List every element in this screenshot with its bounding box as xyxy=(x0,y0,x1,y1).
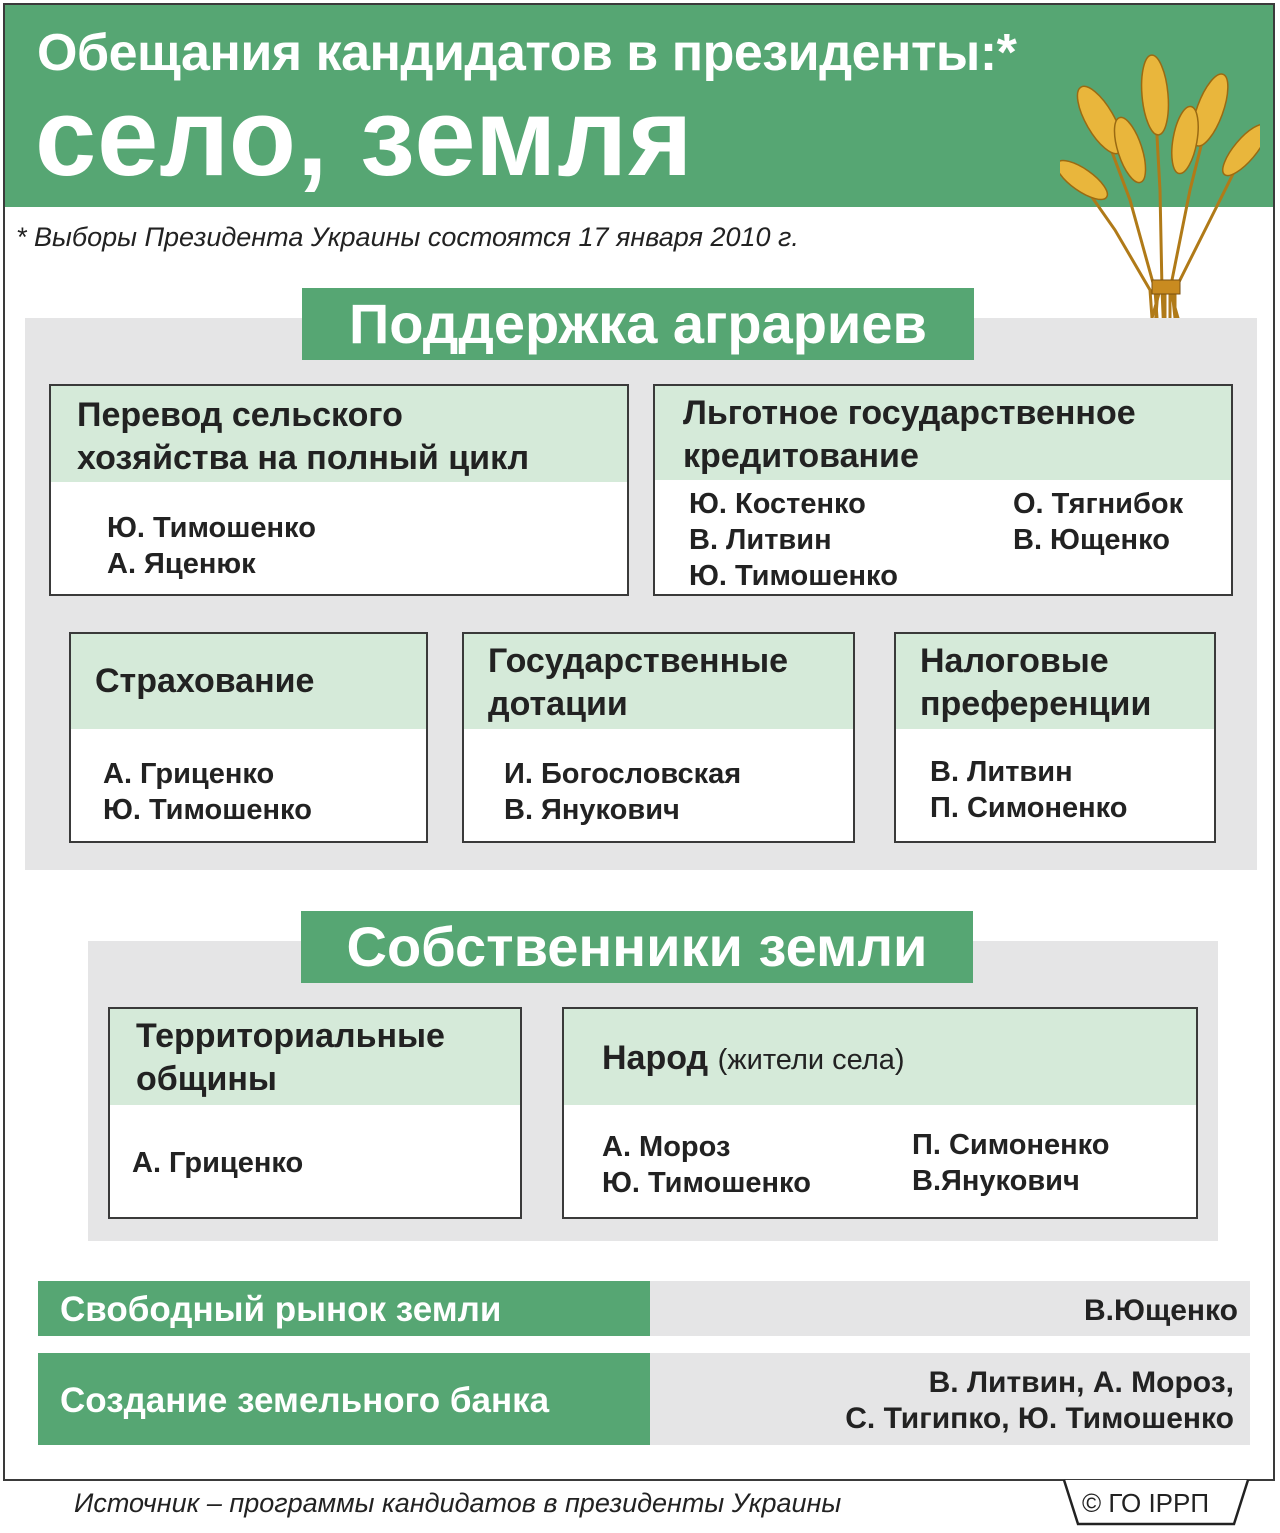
box-title-line: Льготное государственное xyxy=(683,394,1136,432)
candidate-name: Ю. Тимошенко xyxy=(107,512,316,544)
source-note: Источник – программы кандидатов в президенты Украины xyxy=(74,1488,842,1518)
section-title-farmers: Поддержка аграриев xyxy=(302,288,974,360)
box-title-line: дотации xyxy=(488,685,628,723)
box-title-line: кредитование xyxy=(683,437,919,475)
section-title-landowners: Собственники земли xyxy=(301,911,973,983)
box-title: Народ xyxy=(602,1039,709,1077)
footnote: * Выборы Президента Украины состоятся 17 января 2010 г. xyxy=(16,222,799,252)
box-title-line: Государственные xyxy=(488,642,789,680)
candidate-name: В.Янукович xyxy=(912,1165,1080,1197)
title-line-1: Обещания кандидатов в президенты:* xyxy=(37,24,1017,82)
promise-box-tax xyxy=(894,632,1216,843)
candidate-name: Ю. Тимошенко xyxy=(689,560,898,592)
box-header xyxy=(464,634,853,729)
box-title-line: Страхование xyxy=(95,662,315,700)
box-title-line: преференции xyxy=(920,685,1152,723)
row-value-land-bank xyxy=(650,1353,1250,1445)
copyright: © ГО ІРРП xyxy=(1082,1488,1210,1518)
candidate-name: В. Литвин xyxy=(930,756,1073,788)
candidate-name: О. Тягнибок xyxy=(1013,488,1184,520)
candidate-name: А. Яценюк xyxy=(107,548,256,580)
box-title-note: (жители села) xyxy=(717,1044,905,1076)
box-header xyxy=(655,386,1231,480)
promise-box-insurance xyxy=(69,632,428,843)
box-header xyxy=(110,1009,520,1105)
row-label-text: Свободный рынок земли xyxy=(60,1290,502,1329)
promise-box-communities xyxy=(108,1007,522,1219)
box-title-line: Территориальные xyxy=(136,1017,445,1055)
candidate-name: А. Мороз xyxy=(602,1131,731,1163)
box-header xyxy=(51,386,627,482)
title-line-2: село, земля xyxy=(35,76,694,199)
row-value-line: В. Литвин, А. Мороз, xyxy=(928,1366,1234,1399)
row-value-line: С. Тигипко, Ю. Тимошенко xyxy=(845,1402,1234,1435)
row-label-land-bank xyxy=(38,1353,650,1445)
promise-box-full-cycle xyxy=(49,384,629,596)
candidate-name: П. Симоненко xyxy=(912,1129,1110,1161)
row-value-free-market xyxy=(650,1281,1250,1336)
candidate-name: П. Симоненко xyxy=(930,792,1128,824)
row-value-line: В.Ющенко xyxy=(1084,1294,1238,1327)
box-title-line: общины xyxy=(136,1060,277,1098)
box-title-line: хозяйства на полный цикл xyxy=(77,439,530,477)
candidate-name: А. Гриценко xyxy=(103,758,275,790)
candidate-name: А. Гриценко xyxy=(132,1147,304,1179)
candidate-name: Ю. Тимошенко xyxy=(103,794,312,826)
promise-box-subsidies xyxy=(462,632,855,843)
candidate-name: В. Янукович xyxy=(504,794,680,826)
box-title-line: Налоговые xyxy=(920,642,1109,680)
box-header xyxy=(71,634,426,729)
box-title-line: Перевод сельского xyxy=(77,396,403,434)
candidate-name: Ю. Костенко xyxy=(689,488,866,520)
row-label-free-market xyxy=(38,1281,650,1336)
promise-box-people xyxy=(562,1007,1198,1219)
row-label-text: Создание земельного банка xyxy=(60,1381,550,1420)
candidate-name: В. Литвин xyxy=(689,524,832,556)
candidate-name: Ю. Тимошенко xyxy=(602,1167,811,1199)
candidate-name: В. Ющенко xyxy=(1013,524,1170,556)
box-header xyxy=(564,1009,1196,1105)
candidate-name: И. Богословская xyxy=(504,758,742,790)
box-header xyxy=(896,634,1214,729)
promise-box-credit xyxy=(653,384,1233,596)
